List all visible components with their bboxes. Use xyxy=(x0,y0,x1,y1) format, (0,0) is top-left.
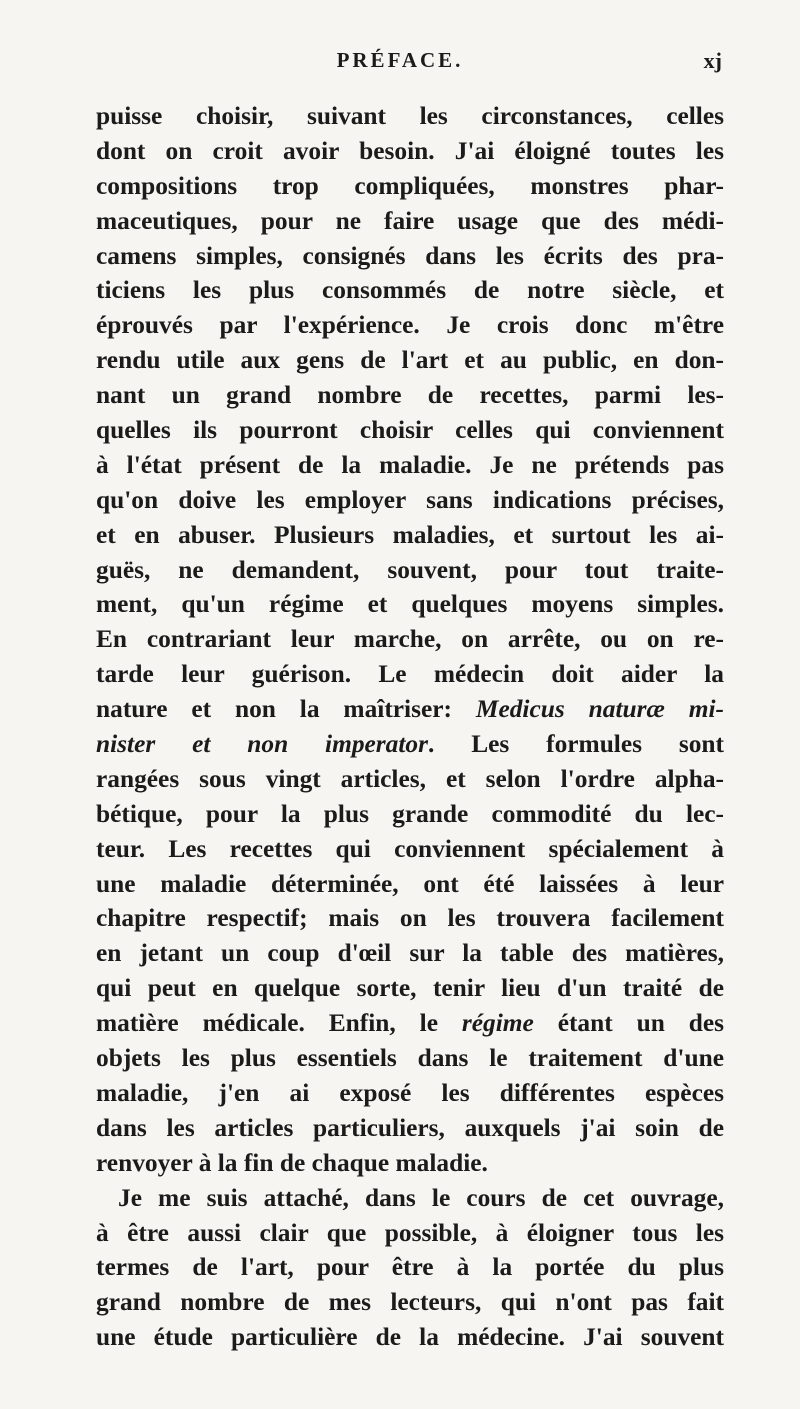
text-line: à l'état présent de la maladie. Je ne prétends pas xyxy=(96,450,724,479)
text-line: teur. Les recettes qui conviennent spécialement à xyxy=(96,834,724,863)
text-line: une étude particulière de la médecine. J'ai souvent xyxy=(96,1323,724,1352)
text-line: rangées sous vingt articles, et selon l'ordre alpha- xyxy=(96,764,724,793)
text-run: étant un des xyxy=(533,1009,724,1038)
text-line: éprouvés par l'expérience. Je crois donc m'être xyxy=(96,311,724,340)
latin-quote: nister et non imperator xyxy=(96,730,429,759)
text-line xyxy=(96,727,724,762)
emphasis-word: régime xyxy=(461,1009,534,1038)
text-line xyxy=(96,1006,724,1041)
body-text xyxy=(96,99,724,1355)
paragraph-start-line: Je me suis attaché, dans le cours de cet ouvrage, xyxy=(118,1183,724,1212)
text-line: termes de l'art, pour être à la portée du plus xyxy=(96,1253,724,1282)
text-line: guës, ne demandent, souvent, pour tout traite- xyxy=(96,555,724,584)
text-run: matière médicale. Enfin, le xyxy=(96,1009,462,1038)
running-title: PRÉFACE. xyxy=(336,48,464,72)
page-header xyxy=(0,48,800,78)
text-line: objets les plus essentiels dans le traitement d'une xyxy=(96,1044,724,1073)
text-line: qui peut en quelque sorte, tenir lieu d'un traité de xyxy=(96,974,724,1003)
text-line: bétique, pour la plus grande commodité du lec- xyxy=(96,799,724,828)
text-line: grand nombre de mes lecteurs, qui n'ont pas fait xyxy=(96,1288,724,1317)
latin-quote: Medicus naturæ mi- xyxy=(475,695,725,724)
page-number: xj xyxy=(703,48,722,73)
text-line: compositions trop compliquées, monstres phar- xyxy=(96,171,724,200)
text-line: En contrariant leur marche, on arrête, ou on re- xyxy=(96,625,724,654)
paragraph-end-line: renvoyer à la fin de chaque maladie. xyxy=(96,1148,488,1177)
text-run: nature et non la maîtriser: xyxy=(96,695,476,724)
text-line: en jetant un coup d'œil sur la table des matières, xyxy=(96,939,724,968)
text-line: à être aussi clair que possible, à éloigner tous les xyxy=(96,1218,724,1247)
text-line: camens simples, consignés dans les écrits des pra- xyxy=(96,241,724,270)
text-line: maceutiques, pour ne faire usage que des médi- xyxy=(96,206,724,235)
text-line: et en abuser. Plusieurs maladies, et surtout les ai- xyxy=(96,520,724,549)
text-line: dont on croit avoir besoin. J'ai éloigné toutes les xyxy=(96,136,724,165)
text-line: puisse choisir, suivant les circonstances, celles xyxy=(96,102,724,130)
text-line: tarde leur guérison. Le médecin doit aider la xyxy=(96,660,724,689)
text-line: dans les articles particuliers, auxquels j'ai soin de xyxy=(96,1113,724,1142)
text-line: rendu utile aux gens de l'art et au public, en don- xyxy=(96,346,724,375)
text-line: qu'on doive les employer sans indications précises, xyxy=(96,485,724,514)
text-line: nant un grand nombre de recettes, parmi les- xyxy=(96,381,724,410)
text-line: maladie, j'en ai exposé les différentes espèces xyxy=(96,1078,724,1107)
text-line: quelles ils pourront choisir celles qui conviennent xyxy=(96,416,724,445)
text-line xyxy=(96,692,724,727)
text-line: ticiens les plus consommés de notre siècle, et xyxy=(96,276,724,305)
text-line: ment, qu'un régime et quelques moyens simples. xyxy=(96,590,724,619)
text-line: une maladie déterminée, ont été laissées à leur xyxy=(96,869,724,898)
text-line: chapitre respectif; mais on les trouvera facilement xyxy=(96,904,724,933)
text-run: . Les formules sont xyxy=(428,730,725,759)
